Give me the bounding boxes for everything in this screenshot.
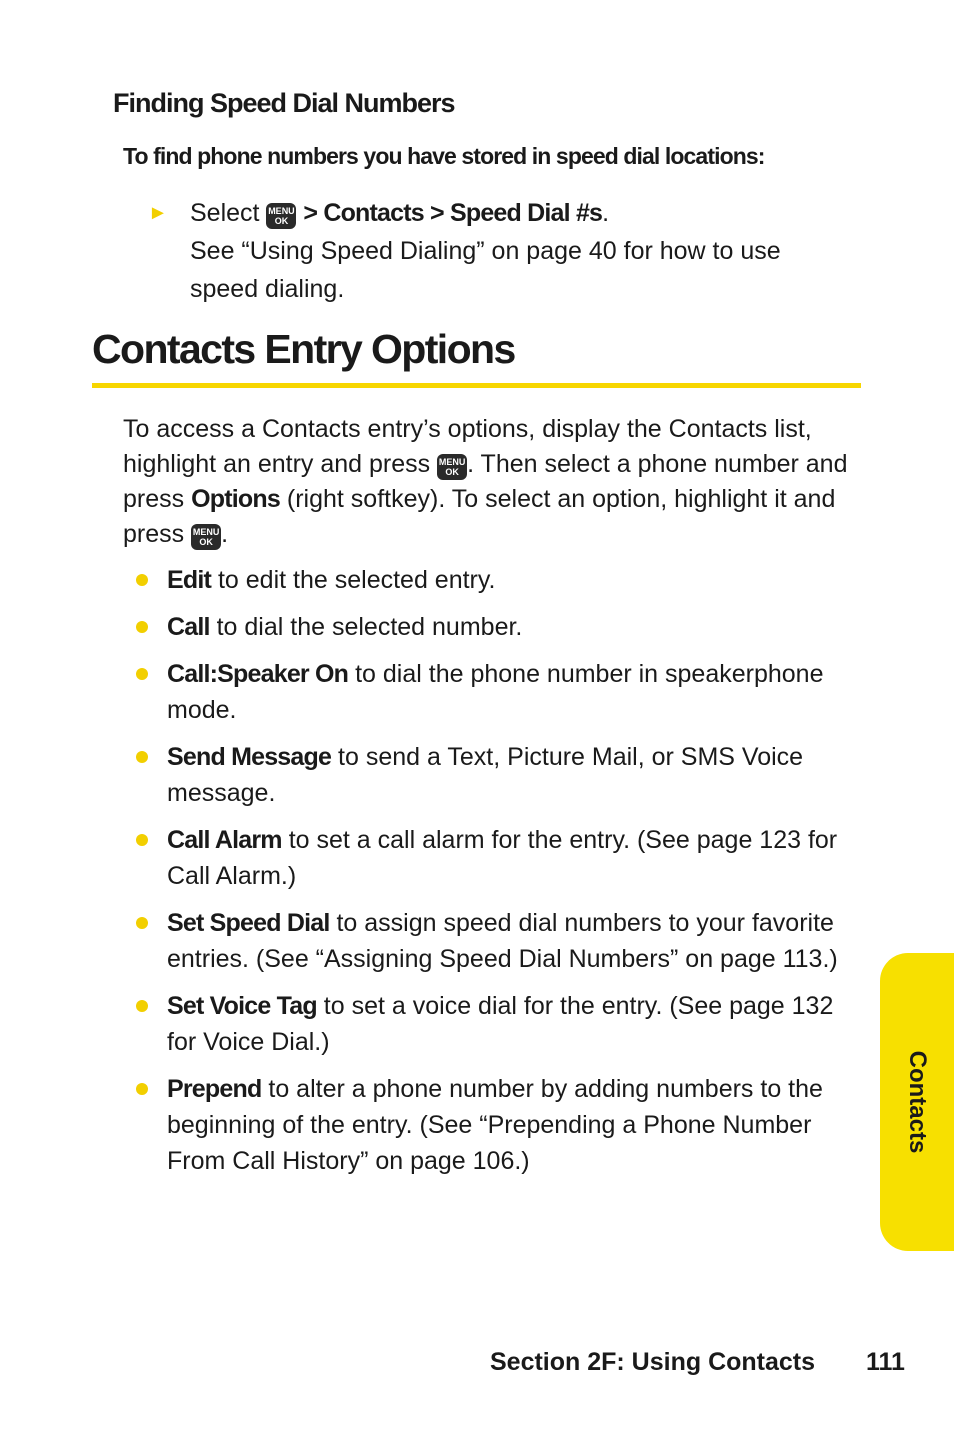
intro-paragraph: To access a Contacts entry’s options, display the Contacts list, highlight an entry and press MENU OK . Then select a phone number and press Options (right softkey). To select an option, highlight it and press MENU OK . xyxy=(123,415,848,548)
list-item: Call Alarm to set a call alarm for the entry. (See page 123 for Call Alarm.) xyxy=(133,822,868,894)
list-item: Set Speed Dial to assign speed dial numbers to your favorite entries. (See “Assigning Speed Dial Numbers” on page 113.) xyxy=(133,905,868,977)
bullet-icon xyxy=(136,1000,148,1012)
step-path: > Contacts > Speed Dial #s xyxy=(303,199,603,227)
list-item: Set Voice Tag to set a voice dial for the entry. (See page 132 for Voice Dial.) xyxy=(133,988,868,1060)
list-item: Call to dial the selected number. xyxy=(133,609,868,645)
footer-section-label: Section 2F: Using Contacts xyxy=(490,1348,816,1376)
step-item xyxy=(148,194,848,308)
bullet-icon xyxy=(136,917,148,929)
step-note: See “Using Speed Dialing” on page 40 for how to use speed dialing. xyxy=(190,237,781,303)
list-item: Send Message to send a Text, Picture Mail, or SMS Voice message. xyxy=(133,739,868,811)
section-title: Contacts Entry Options xyxy=(92,326,515,372)
step-select: Select xyxy=(190,199,260,227)
options-list xyxy=(133,562,868,1190)
bullet-icon xyxy=(136,834,148,846)
list-item: Edit to edit the selected entry. xyxy=(133,562,868,598)
bullet-icon xyxy=(136,751,148,763)
title-underline xyxy=(92,383,861,388)
options-softkey-label: Options xyxy=(191,485,280,513)
step-text: Select MENU OK > Contacts > Speed Dial #s. See “Using Speed Dialing” on page 40 for how to use speed dialing. xyxy=(190,199,781,303)
subsection-title: Finding Speed Dial Numbers xyxy=(113,88,455,118)
side-tab-label: Contacts xyxy=(904,1050,931,1154)
list-item: Call:Speaker On to dial the phone number in speakerphone mode. xyxy=(133,656,868,728)
bullet-icon xyxy=(136,574,148,586)
section-side-tab xyxy=(880,953,954,1251)
instruction-text: To find phone numbers you have stored in speed dial locations: xyxy=(123,143,765,169)
page-number: 111 xyxy=(866,1348,905,1376)
bullet-icon xyxy=(136,1083,148,1095)
bullet-icon xyxy=(136,668,148,680)
bullet-icon xyxy=(136,621,148,633)
menu-ok-key-icon: MENU OK xyxy=(437,454,467,480)
triangle-bullet-icon: ► xyxy=(148,202,168,224)
menu-ok-key-icon: MENU OK xyxy=(191,524,221,550)
menu-ok-key-icon: MENU OK xyxy=(266,203,296,229)
list-item: Prepend to alter a phone number by adding numbers to the beginning of the entry. (See “Prepending a Phone Number From Call History” on page 106.) xyxy=(133,1071,868,1179)
